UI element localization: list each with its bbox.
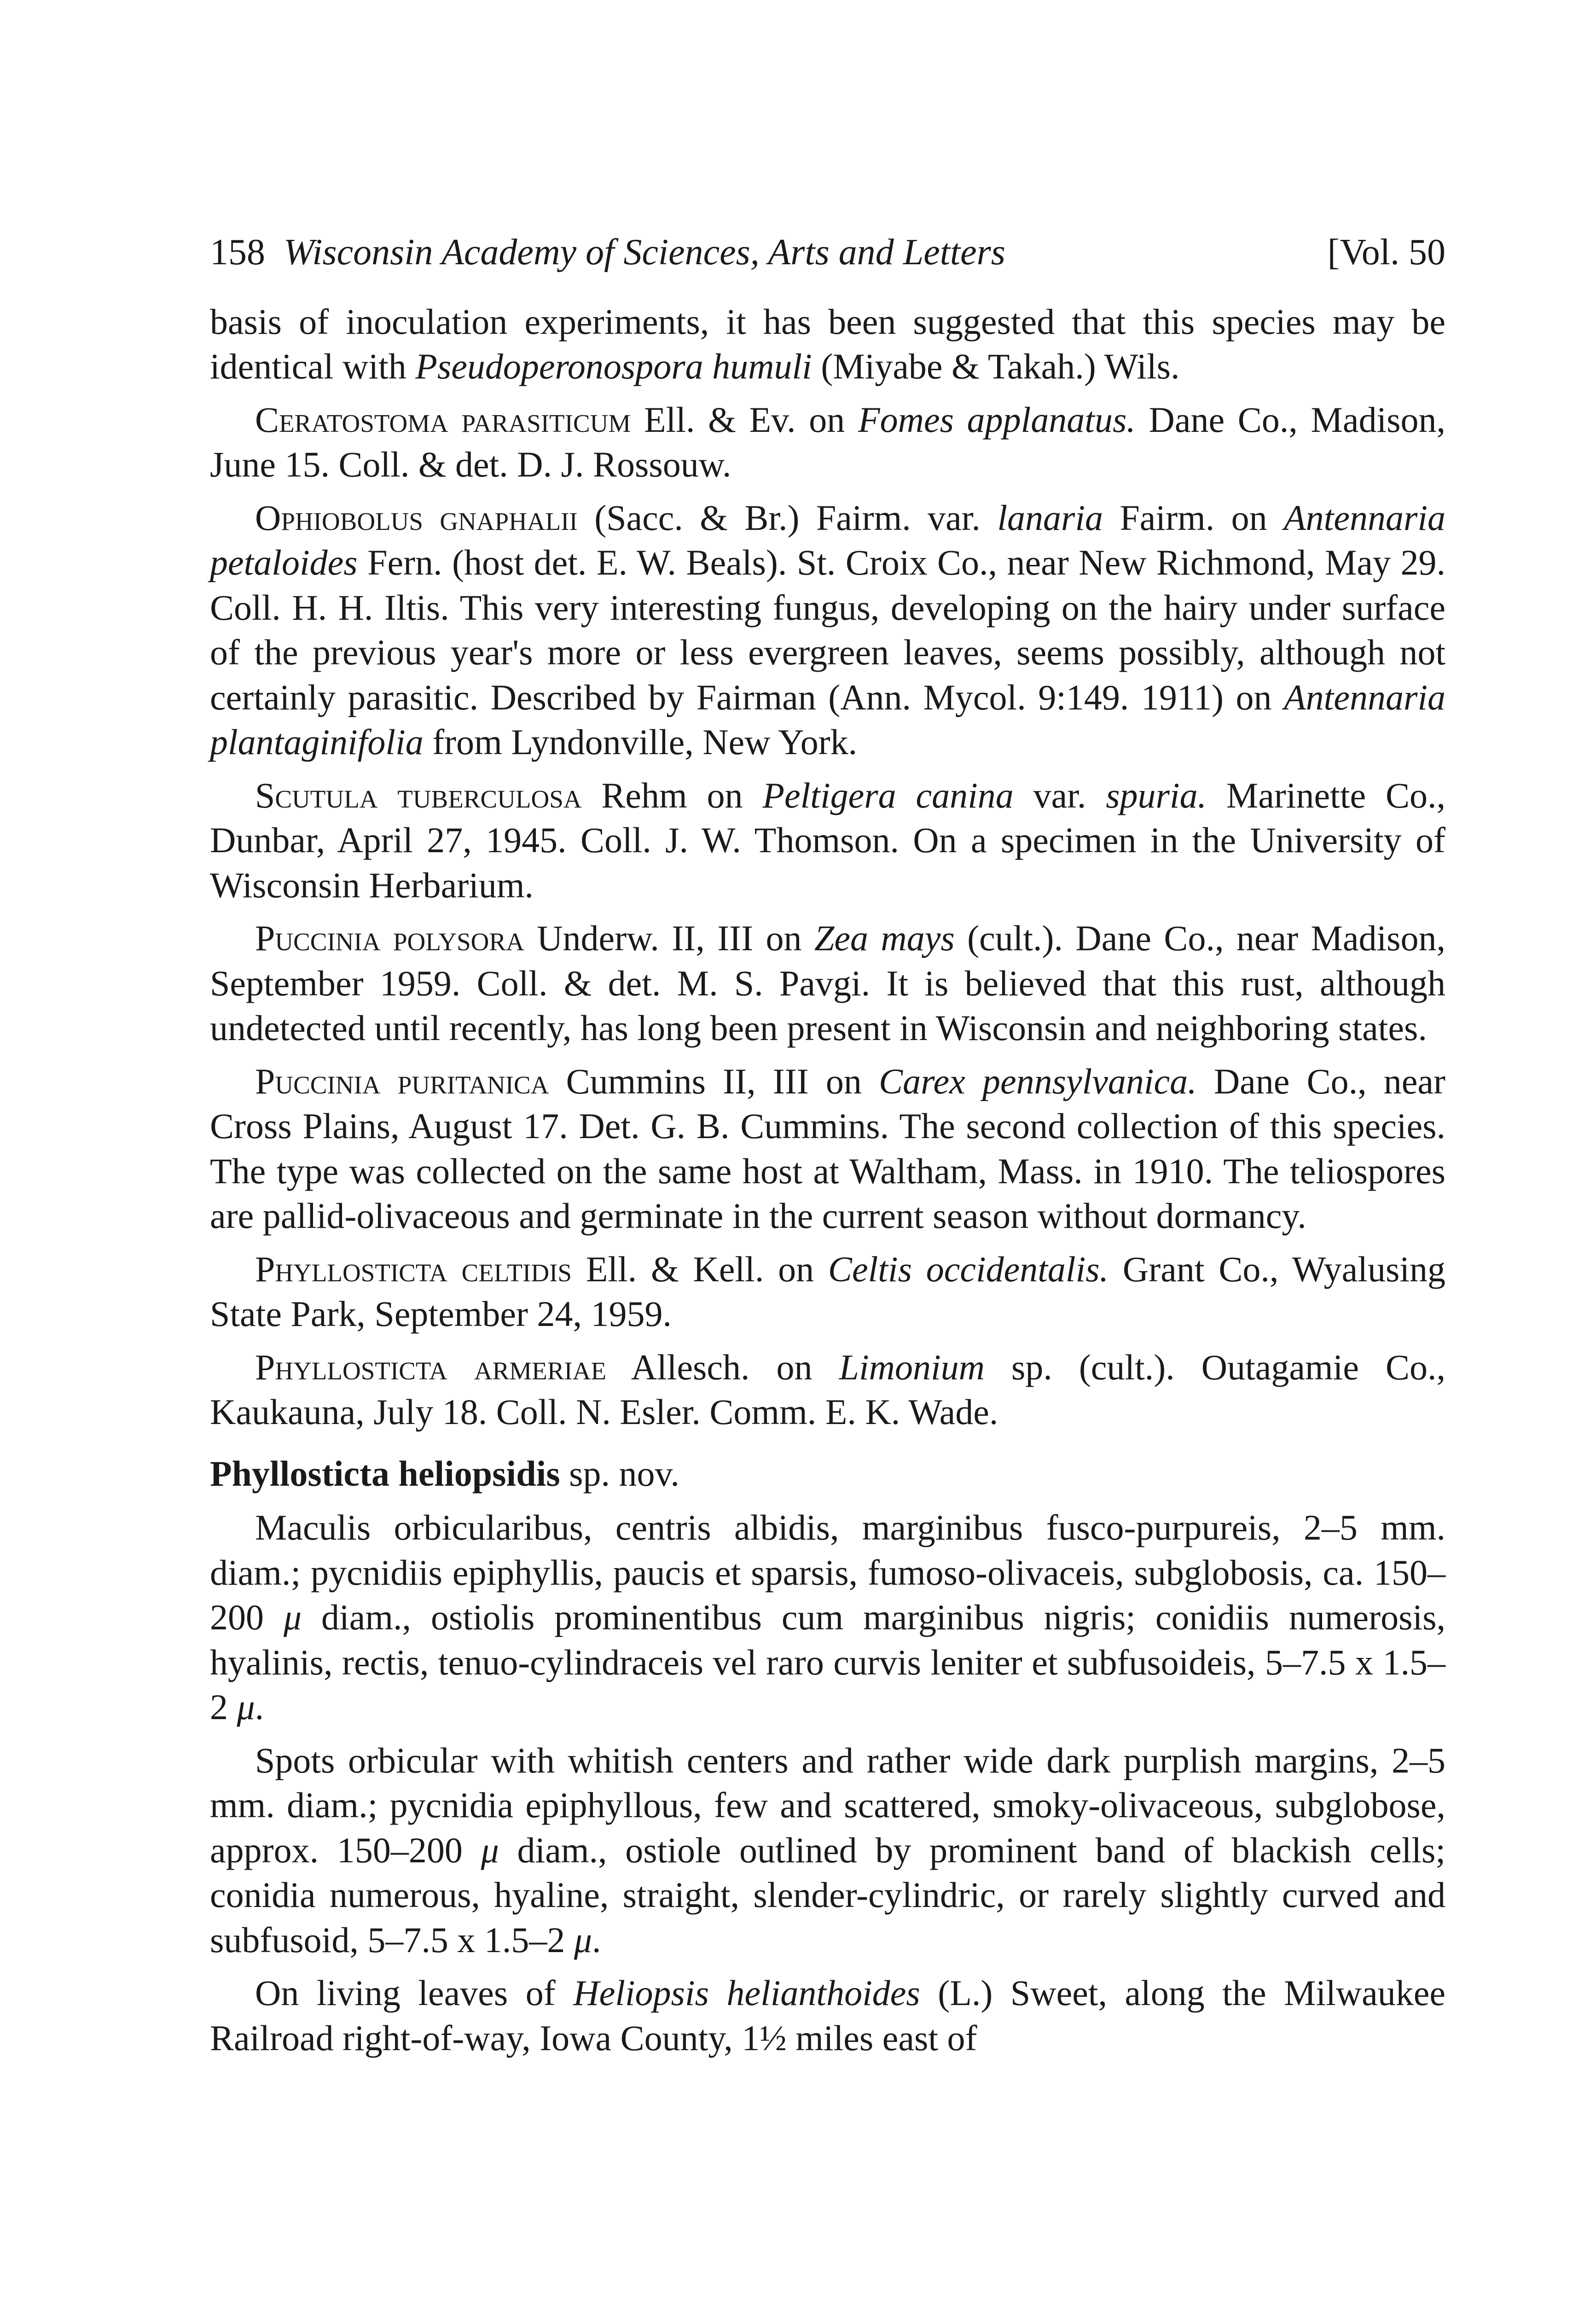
species-name: Ophiobolus gnaphalii bbox=[255, 497, 578, 538]
text: Ell. & Ev. on bbox=[631, 399, 858, 440]
host-name: Antennaria plantaginifolia bbox=[210, 677, 1445, 762]
habitat-paragraph bbox=[210, 1971, 1445, 2060]
text: diam., ostiole outlined by prominent band of blackish cells; conidia numerous, hyaline, straight, slender-cylindric, or rarely slightly curved and subfusoid, 5–7.5 x 1.5–2 bbox=[210, 1830, 1445, 1960]
micron-symbol: μ bbox=[481, 1830, 499, 1870]
species-name: Ceratostoma parasiticum bbox=[255, 399, 631, 440]
volume-label: [Vol. 50 bbox=[1327, 232, 1445, 273]
header-left bbox=[210, 230, 1005, 275]
entry-puccinia-polysora bbox=[210, 916, 1445, 1051]
text: Allesch. on bbox=[606, 1347, 839, 1387]
text: Rehm on bbox=[581, 775, 763, 815]
host-name: Carex pennsylvanica. bbox=[879, 1061, 1197, 1101]
text: sp. (cult.). Outagamie Co., Kaukauna, July 18. Coll. N. Esler. Comm. E. K. Wade. bbox=[210, 1347, 1445, 1432]
page-number: 158 bbox=[210, 232, 265, 273]
text: (Miyabe & Takah.) Wils. bbox=[812, 346, 1180, 386]
text: Fairm. on bbox=[1103, 497, 1284, 538]
text: (L.) Sweet, along the Milwaukee Railroad right-of-way, Iowa County, 1½ miles east of bbox=[210, 1973, 1445, 2058]
species-name: Puccinia polysora bbox=[255, 918, 524, 958]
micron-symbol: μ bbox=[283, 1597, 302, 1637]
text: (cult.). Dane Co., near Madison, September 1959. Coll. & det. M. S. Pavgi. It is believed that this rust, although undetected until recently, has long been present in Wisconsin and neighboring states. bbox=[210, 918, 1445, 1048]
host-name: Fomes applanatus. bbox=[858, 399, 1136, 440]
micron-symbol: μ bbox=[574, 1919, 592, 1960]
host-name: Antennaria petaloides bbox=[210, 497, 1445, 582]
species-suffix: sp. nov. bbox=[560, 1453, 679, 1494]
journal-title: Wisconsin Academy of Sciences, Arts and Letters bbox=[284, 232, 1005, 273]
entry-phyllosticta-armeriae bbox=[210, 1345, 1445, 1435]
species-name: Puccinia puritanica bbox=[255, 1061, 549, 1101]
entry-puccinia-puritanica bbox=[210, 1059, 1445, 1238]
text: diam., ostiolis prominentibus cum marginibus nigris; conidiis numerosis, hyalinis, rectis, tenuo-cylindraceis vel raro curvis leniter et subfusoideis, 5–7.5 x 1.5–2 bbox=[210, 1597, 1445, 1727]
text: . bbox=[255, 1687, 264, 1727]
text: Marinette Co., Dunbar, April 27, 1945. Coll. J. W. Thomson. On a specimen in the University of Wisconsin Herbarium. bbox=[210, 775, 1445, 905]
text: Ell. & Kell. on bbox=[571, 1249, 828, 1289]
text: . bbox=[592, 1919, 601, 1960]
text: Grant Co., Wyalusing State Park, September 24, 1959. bbox=[210, 1249, 1445, 1334]
taxon-name: Pseudoperonospora humuli bbox=[415, 346, 812, 386]
text: Dane Co., near Cross Plains, August 17. Det. G. B. Cummins. The second collection of this species. The type was collected on the same host at Waltham, Mass. in 1910. The teliospores are pallid-olivaceous and germinate in the current season without dormancy. bbox=[210, 1061, 1446, 1236]
variety-name: spuria. bbox=[1106, 775, 1207, 815]
text: Cummins II, III on bbox=[549, 1061, 879, 1101]
entry-scutula bbox=[210, 773, 1445, 908]
variety-name: lanaria bbox=[997, 497, 1103, 538]
micron-symbol: μ bbox=[237, 1687, 255, 1727]
running-header bbox=[210, 230, 1445, 275]
text: Spots orbicular with whitish centers and rather wide dark purplish margins, 2–5 mm. diam.; pycnidia epiphyllous, few and scattered, smoky-olivaceous, subglobose, approx. 150–200 bbox=[210, 1740, 1445, 1870]
text: Dane Co., Madison, June 15. Coll. & det. D. J. Rossouw. bbox=[210, 399, 1445, 484]
host-name: Limonium bbox=[839, 1347, 985, 1387]
species-name: Scutula tuberculosa bbox=[255, 775, 582, 815]
new-species-heading bbox=[210, 1451, 1445, 1496]
text: Maculis orbicularibus, centris albidis, marginibus fusco-purpureis, 2–5 mm. diam.; pycnidiis epiphyllis, paucis et sparsis, fumoso-olivaceis, subglobosis, ca. 150–200 bbox=[210, 1507, 1445, 1637]
entry-ophiobolus bbox=[210, 495, 1445, 765]
species-name: Phyllosticta armeriae bbox=[255, 1347, 607, 1387]
text: Fern. (host det. E. W. Beals). St. Croix Co., near New Richmond, May 29. Coll. H. H. Iltis. This very interesting fungus, developing on the hairy under surface of the previous year's more or less evergreen leaves, seems possibly, although not certainly parasitic. Described by Fairman (Ann. Mycol. 9:149. 1911) on bbox=[210, 542, 1445, 717]
text: from Lyndonville, New York. bbox=[423, 722, 858, 762]
page bbox=[210, 230, 1445, 2069]
english-description bbox=[210, 1738, 1445, 1963]
host-name: Peltigera canina bbox=[762, 775, 1014, 815]
host-name: Celtis occidentalis. bbox=[828, 1249, 1109, 1289]
text: Underw. II, III on bbox=[524, 918, 814, 958]
latin-description bbox=[210, 1505, 1445, 1730]
entry-phyllosticta-celtidis bbox=[210, 1247, 1445, 1337]
host-name: Zea mays bbox=[814, 918, 955, 958]
entry-ceratostoma bbox=[210, 397, 1445, 487]
paragraph-pseudoperonospora bbox=[210, 299, 1445, 389]
host-name: Heliopsis helianthoides bbox=[573, 1973, 920, 2013]
text: basis of inoculation experiments, it has been suggested that this species may be identical with bbox=[210, 301, 1445, 386]
text: (Sacc. & Br.) Fairm. var. bbox=[577, 497, 998, 538]
text: On living leaves of bbox=[255, 1973, 574, 2013]
text: var. bbox=[1013, 775, 1106, 815]
species-name: Phyllosticta celtidis bbox=[255, 1249, 572, 1289]
species-title: Phyllosticta heliopsidis bbox=[210, 1453, 560, 1494]
